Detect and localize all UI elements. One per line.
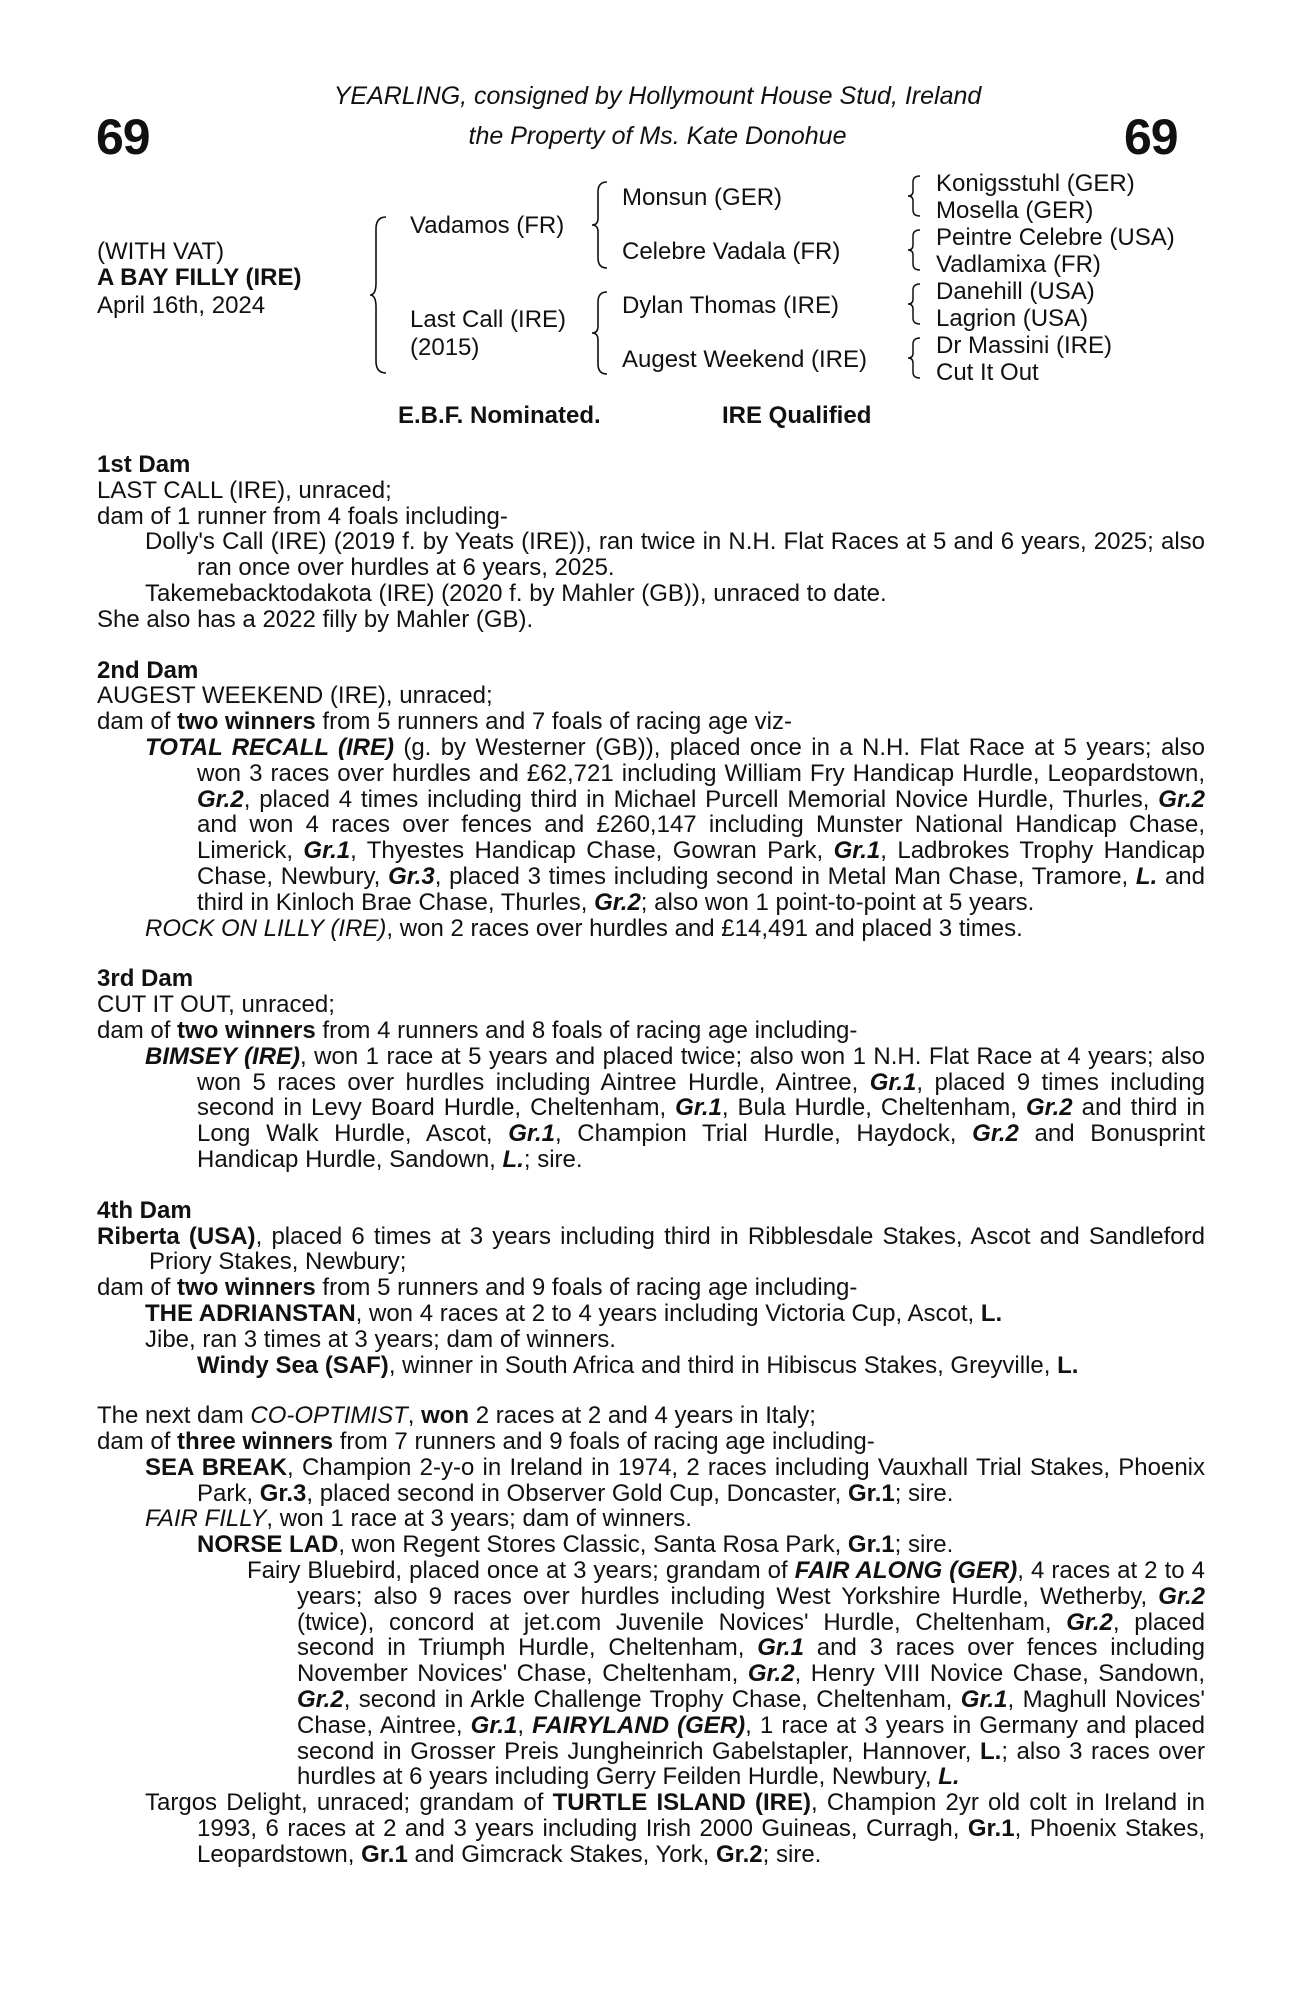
brace-celebre — [906, 228, 924, 272]
pedigree-brace-sire — [590, 180, 612, 270]
dam4-windy-sea: Windy Sea (SAF), winner in South Africa and third in Hibiscus Stakes, Greyville, L. — [197, 1351, 1079, 1379]
lot-number-left: 69 — [96, 109, 150, 165]
dam2-heading: 2nd Dam — [97, 656, 199, 684]
horse-name: A BAY FILLY (IRE) — [97, 264, 302, 291]
lot-number-right: 69 — [1124, 109, 1178, 165]
consignor-line: YEARLING, consigned by Hollymount House Stud, Ireland — [333, 82, 982, 110]
dam-year: (2015) — [410, 334, 480, 361]
dam3-bimsey: BIMSEY (IRE), won 1 race at 5 years and placed twice; also won 1 N.H. Flat Race at 4 years; also won 5 races over hurdles including Aintree Hurdle, Aintree, Gr.1, placed 9 times including second in Levy Board Hurdle, Cheltenham, Gr.1, Bula Hurdle, Cheltenham, Gr.2 and third in Long Walk Hurdle, Ascot, Gr.1, Champion Trial Hurdle, Haydock, Gr.2 and Bonusprint Handicap Hurdle, Sandown, L.; sire. — [145, 1042, 1206, 1173]
dam2-line2: dam of two winners from 5 runners and 7 foals of racing age viz- — [97, 708, 792, 736]
ggp-7: Dr Massini (IRE) — [936, 332, 1113, 359]
ggp-1: Konigsstuhl (GER) — [936, 170, 1135, 197]
next-targos-delight: Targos Delight, unraced; grandam of TURTLE ISLAND (IRE), Champion 2yr old colt in Ireland in 1993, 6 races at 2 and 3 years including Irish 2000 Guineas, Curragh, Gr.1, Phoenix Stakes, Leopardstown, Gr.1 and Gimcrack Stakes, York, Gr.2; sire. — [145, 1789, 1206, 1868]
pedigree-brace-main — [368, 215, 392, 375]
dam1-produce-1: Dolly's Call (IRE) (2019 f. by Yeats (IRE)), ran twice in N.H. Flat Races at 5 and 6 years, 2025; also ran once over hurdles at 6 years, 2025. — [145, 528, 1205, 582]
foaling-date: April 16th, 2024 — [97, 292, 266, 319]
brace-dylan — [906, 282, 924, 326]
ggp-5: Danehill (USA) — [936, 278, 1095, 305]
next-dam-line1: The next dam CO-OPTIMIST, won 2 races at 2 and 4 years in Italy; — [97, 1402, 816, 1430]
dam4-jibe: Jibe, ran 3 times at 3 years; dam of winners. — [145, 1325, 616, 1353]
ggp-4: Vadlamixa (FR) — [936, 251, 1101, 278]
ggp-6: Lagrion (USA) — [936, 305, 1089, 332]
dam2-total-recall: TOTAL RECALL (IRE) (g. by Westerner (GB)), placed once in a N.H. Flat Race at 5 years; also won 3 races over hurdles and £62,721 including William Fry Handicap Hurdle, Leopardstown, Gr.2, placed 4 times including third in Michael Purcell Memorial Novice Hurdle, Thurles, Gr.2 and won 4 races over fences and £260,147 including Munster National Handicap Chase, Limerick, Gr.1, Thyestes Handicap Chase, Gowran Park, Gr.1, Ladbrokes Trophy Handicap Chase, Newbury, Gr.3, placed 3 times including second in Metal Man Chase, Tramore, L. and third in Kinloch Brae Chase, Thurles, Gr.2; also won 1 point-to-point at 5 years. — [145, 733, 1206, 916]
brace-monsun — [906, 174, 924, 218]
ggp-8: Cut It Out — [936, 359, 1039, 386]
dam4-heading: 4th Dam — [97, 1196, 192, 1224]
ebf-nominated: E.B.F. Nominated. — [398, 402, 601, 429]
sire-sire: Monsun (GER) — [622, 184, 783, 211]
brace-augest — [906, 336, 924, 380]
dam-sire: Dylan Thomas (IRE) — [622, 292, 839, 319]
pedigree-brace-dam — [590, 290, 612, 376]
dam2-line1: AUGEST WEEKEND (IRE), unraced; — [97, 682, 493, 710]
dam-name: Last Call (IRE) — [410, 306, 567, 333]
dam1-line2: dam of 1 runner from 4 foals including- — [97, 502, 508, 530]
dam3-line1: CUT IT OUT, unraced; — [97, 991, 335, 1019]
catalogue-body — [97, 452, 1205, 1868]
dam1-produce-2: Takemebacktodakota (IRE) (2020 f. by Mahler (GB)), unraced to date. — [145, 579, 887, 607]
property-line: the Property of Ms. Kate Donohue — [468, 122, 847, 150]
dam4-line2: dam of two winners from 5 runners and 9 foals of racing age including- — [97, 1274, 858, 1302]
next-fairy-bluebird: Fairy Bluebird, placed once at 3 years; grandam of FAIR ALONG (GER), 4 races at 2 to 4 years; also 9 races over hurdles including West Yorkshire Hurdle, Wetherby, Gr.2 (twice), concord at jet.com Juvenile Novices' Hurdle, Cheltenham, Gr.2, placed second in Triumph Hurdle, Cheltenham, Gr.1 and 3 races over fences including November Novices' Chase, Cheltenham, Gr.2, Henry VIII Novice Chase, Sandown, Gr.2, second in Arkle Challenge Trophy Chase, Cheltenham, Gr.1, Maghull Novices' Chase, Aintree, Gr.1, FAIRYLAND (GER), 1 race at 3 years in Germany and placed second in Grosser Preis Jungheinrich Gabelstapler, Hannover, L.; also 3 races over hurdles at 6 years including Gerry Feilden Hurdle, Newbury, L. — [247, 1557, 1206, 1791]
next-sea-break: SEA BREAK, Champion 2-y-o in Ireland in 1974, 2 races including Vauxhall Trial Stakes, Phoenix Park, Gr.3, placed second in Observer Gold Cup, Doncaster, Gr.1; sire. — [145, 1453, 1205, 1507]
vat-label: (WITH VAT) — [97, 238, 225, 265]
ggp-2: Mosella (GER) — [936, 197, 1094, 224]
dam-dam: Augest Weekend (IRE) — [622, 346, 868, 373]
dam1-heading: 1st Dam — [97, 451, 191, 478]
sire: Vadamos (FR) — [410, 212, 565, 239]
next-norse-lad: NORSE LAD, won Regent Stores Classic, Santa Rosa Park, Gr.1; sire. — [197, 1531, 954, 1559]
dam4-adrianstan: THE ADRIANSTAN, won 4 races at 2 to 4 years including Victoria Cup, Ascot, L. — [145, 1299, 1003, 1327]
dam3-heading: 3rd Dam — [97, 965, 194, 993]
dam1-line1: LAST CALL (IRE), unraced; — [97, 476, 392, 504]
sire-dam: Celebre Vadala (FR) — [622, 238, 841, 265]
ire-qualified: IRE Qualified — [722, 402, 872, 429]
dam4-riberta: Riberta (USA), placed 6 times at 3 years including third in Ribblesdale Stakes, Ascot and Sandleford Priory Stakes, Newbury; — [97, 1222, 1205, 1276]
dam3-line2: dam of two winners from 4 runners and 8 foals of racing age including- — [97, 1016, 858, 1044]
dam1-line3: She also has a 2022 filly by Mahler (GB). — [97, 605, 534, 633]
dam2-rock-on-lilly: ROCK ON LILLY (IRE), won 2 races over hurdles and £14,491 and placed 3 times. — [145, 914, 1023, 942]
ggp-3: Peintre Celebre (USA) — [936, 224, 1175, 251]
next-dam-line2: dam of three winners from 7 runners and 9 foals of racing age including- — [97, 1428, 875, 1456]
next-fair-filly: FAIR FILLY, won 1 race at 3 years; dam of winners. — [145, 1505, 692, 1533]
